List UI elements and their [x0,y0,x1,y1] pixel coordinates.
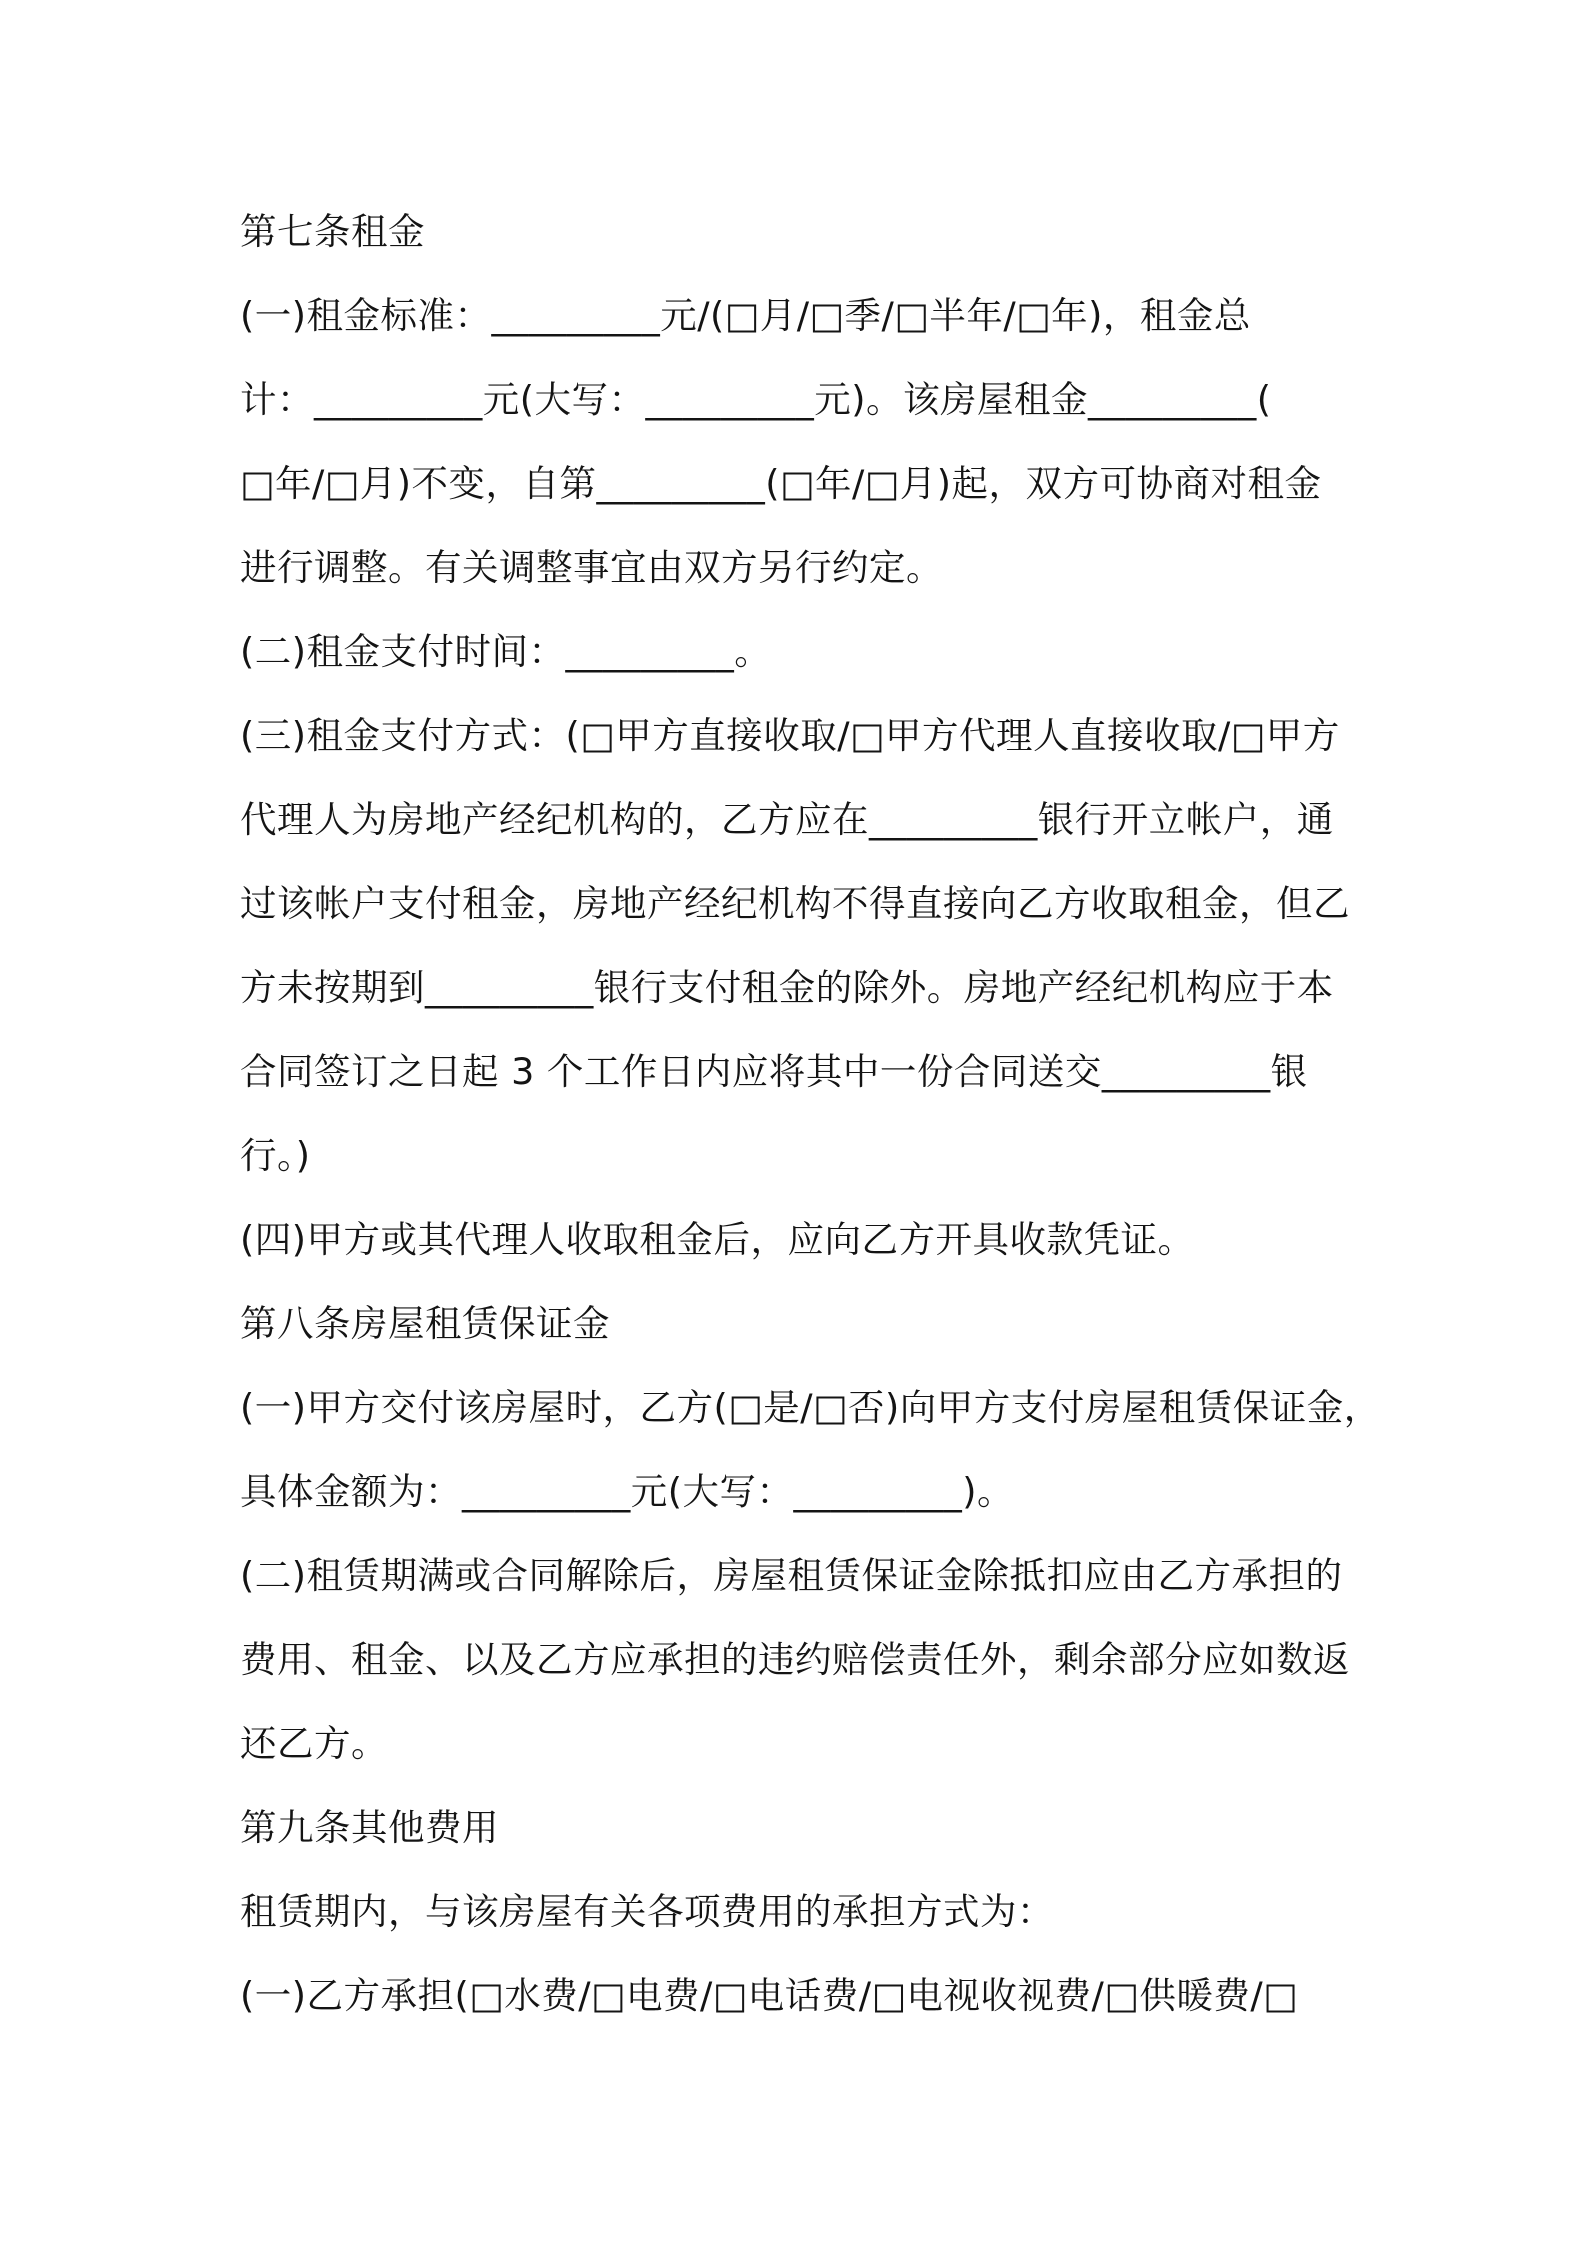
text-line: 方未按期到_________银行支付租金的除外。房地产经纪机构应于本 [240,966,1334,1009]
text-line: (三)租金支付方式：(□甲方直接收取/□甲方代理人直接收取/□甲方 [240,714,1340,757]
document-body [240,190,1380,2038]
text-line: 费用、租金、以及乙方应承担的违约赔偿责任外，剩余部分应如数返 [240,1638,1350,1681]
article-9-heading: 第九条其他费用 [240,1806,499,1849]
article-7-heading: 第七条租金 [240,210,425,253]
text-line: 进行调整。有关调整事宜由双方另行约定。 [240,546,943,589]
text-line: (二)租金支付时间：_________。 [240,630,772,673]
text-line: (一)租金标准：_________元/(□月/□季/□半年/□年)，租金总 [240,294,1251,337]
text-line: 还乙方。 [240,1722,388,1765]
text-line: (一)乙方承担(□水费/□电费/□电话费/□电视收视费/□供暖费/□ [240,1974,1299,2017]
text-line: 行。) [240,1134,311,1177]
text-line: 计：_________元(大写：_________元)。该房屋租金_________( [240,378,1272,421]
text-line: (四)甲方或其代理人收取租金后，应向乙方开具收款凭证。 [240,1218,1195,1261]
article-8-heading: 第八条房屋租赁保证金 [240,1302,610,1345]
text-line: 代理人为房地产经纪机构的，乙方应在_________银行开立帐户，通 [240,798,1334,841]
text-line: 租赁期内，与该房屋有关各项费用的承担方式为： [240,1890,1054,1933]
text-line: 合同签订之日起 3 个工作日内应将其中一份合同送交_________银 [240,1050,1308,1093]
text-line: 具体金额为：_________元(大写：_________)。 [240,1470,1014,1513]
text-line: (一)甲方交付该房屋时，乙方(□是/□否)向甲方支付房屋租赁保证金， [240,1386,1381,1429]
text-line: 过该帐户支付租金，房地产经纪机构不得直接向乙方收取租金，但乙 [240,882,1350,925]
text-line: (二)租赁期满或合同解除后，房屋租赁保证金除抵扣应由乙方承担的 [240,1554,1343,1597]
text-line: □年/□月)不变，自第_________(□年/□月)起，双方可协商对租金 [240,462,1322,505]
